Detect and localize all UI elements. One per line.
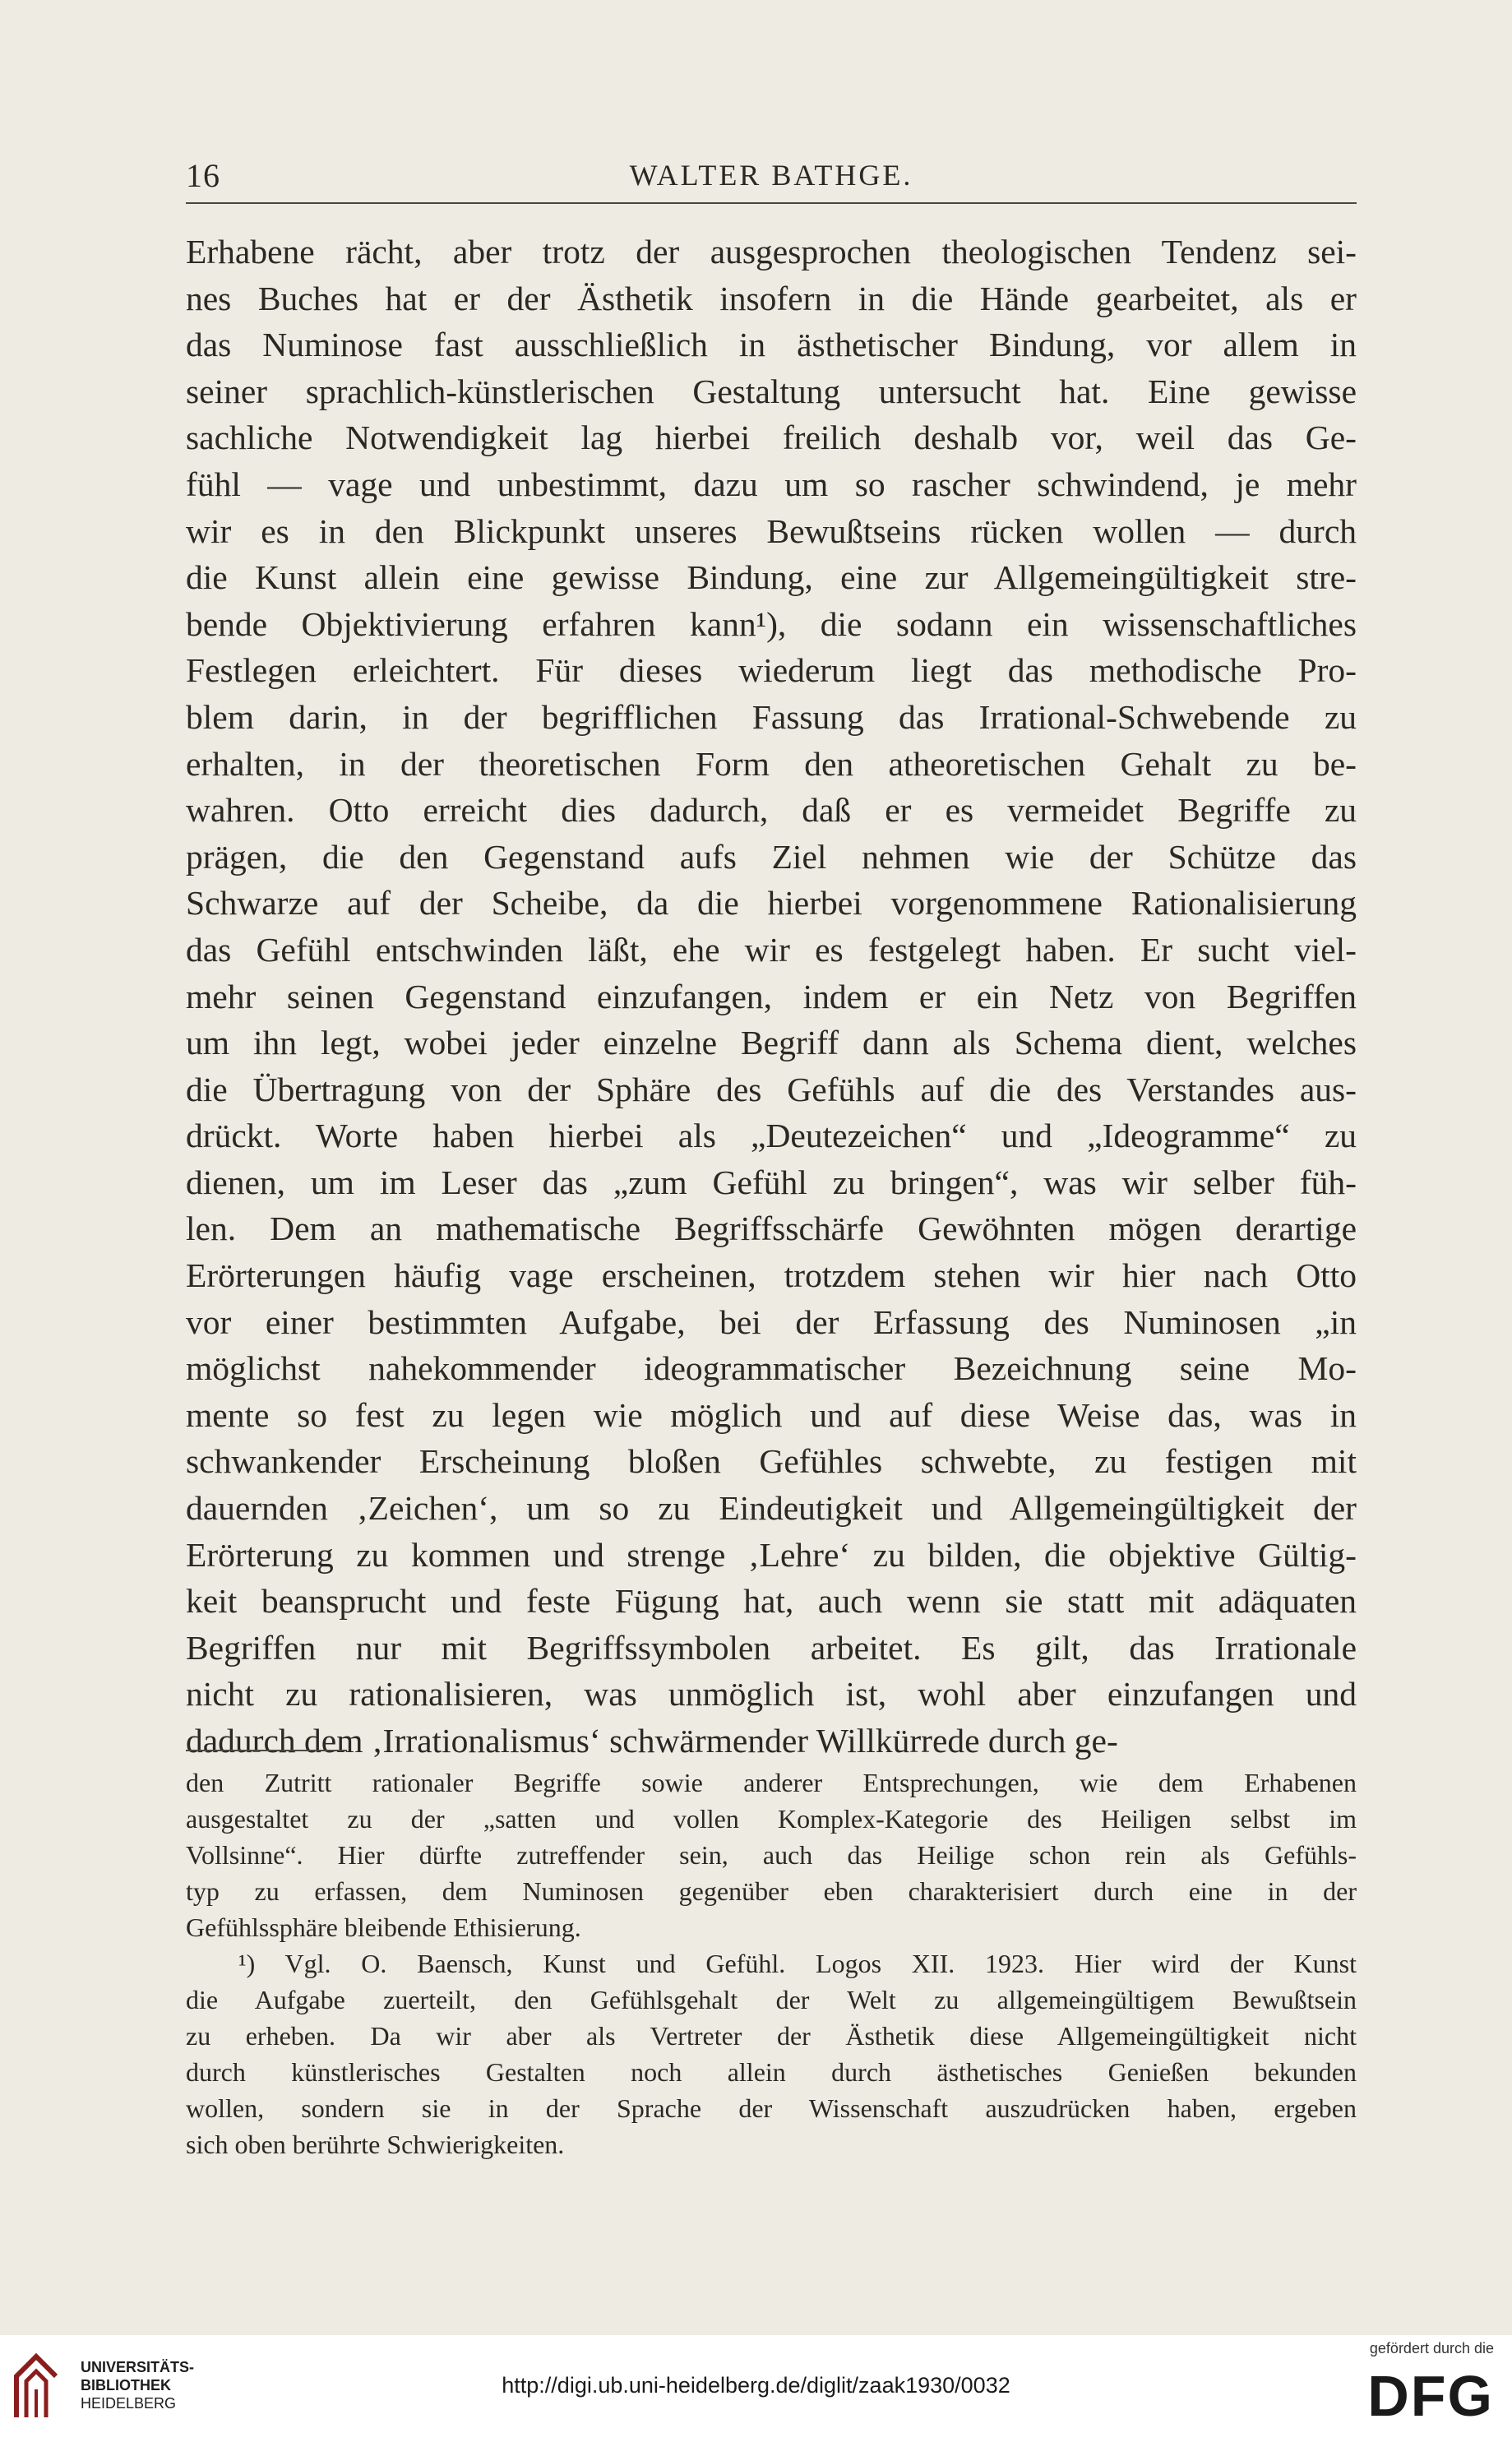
text-line: drückt. Worte haben hierbei als „Deutezeichen“ und „Ideogramme“ zu xyxy=(186,1117,1357,1155)
text-line: Schwarze auf der Scheibe, da die hierbei vorgenommene Rationalisierung xyxy=(186,884,1357,923)
text-line: seiner sprachlich-künstlerischen Gestaltung untersucht hat. Eine gewisse xyxy=(186,372,1357,410)
text-line: sachliche Notwendigkeit lag hierbei freilich deshalb vor, weil das Ge- xyxy=(186,419,1357,457)
text-line: sich oben berührte Schwierigkeiten. xyxy=(186,2130,565,2159)
text-line: ¹) Vgl. O. Baensch, Kunst und Gefühl. Logos XII. 1923. Hier wird der Kunst xyxy=(238,1949,1357,1978)
body-text xyxy=(186,229,1357,1764)
library-line-2: BIBLIOTHEK xyxy=(81,2377,171,2393)
text-line: wahren. Otto erreicht dies dadurch, daß er es vermeidet Begriffe zu xyxy=(186,791,1357,830)
text-line: die Übertragung von der Sphäre des Gefühls auf die des Verstandes aus- xyxy=(186,1070,1357,1108)
text-line: zu erheben. Da wir aber als Vertreter der Ästhetik diese Allgemeingültigkeit nicht xyxy=(186,2021,1357,2051)
text-line: wollen, sondern sie in der Sprache der Wissenschaft auszudrücken haben, ergeben xyxy=(186,2093,1357,2123)
text-line: fühl — vage und unbestimmt, dazu um so rascher schwindend, je mehr xyxy=(186,465,1357,503)
footnote-1 xyxy=(186,1945,1357,2162)
text-line: den Zutritt rationaler Begriffe sowie anderer Entsprechungen, wie dem Erhabenen xyxy=(186,1768,1357,1797)
page-header xyxy=(186,153,1357,204)
library-line-1: UNIVERSITÄTS- xyxy=(81,2359,195,2375)
text-line: erhalten, in der theoretischen Form den atheoretischen Gehalt zu be- xyxy=(186,744,1357,783)
text-line: Erhabene rächt, aber trotz der ausgesprochen theologischen Tendenz sei- xyxy=(186,233,1357,271)
text-line: len. Dem an mathematische Begriffsschärfe Gewöhnten mögen derartige xyxy=(186,1209,1357,1248)
footnote-divider xyxy=(186,1750,347,1751)
text-line: vor einer bestimmten Aufgabe, bei der Erfassung des Numinosen „in xyxy=(186,1302,1357,1341)
text-line: nes Buches hat er der Ästhetik insofern in die Hände gearbeitet, als er xyxy=(186,279,1357,317)
text-line: durch künstlerisches Gestalten noch allein durch ästhetisches Genießen bekunden xyxy=(186,2057,1357,2087)
text-line: um ihn legt, wobei jeder einzelne Begriff dann als Schema dient, welches xyxy=(186,1024,1357,1062)
text-line: nicht zu rationalisieren, was unmöglich ist, wohl aber einzufangen und xyxy=(186,1675,1357,1714)
text-line: prägen, die den Gegenstand aufs Ziel nehmen wie der Schütze das xyxy=(186,837,1357,876)
footnotes xyxy=(186,1764,1357,2162)
page-number: 16 xyxy=(186,157,220,194)
text-line: Erörterungen häufig vage erscheinen, trotzdem stehen wir hier nach Otto xyxy=(186,1256,1357,1295)
permalink-url[interactable]: http://digi.ub.uni-heidelberg.de/diglit/zaak1930/0032 xyxy=(502,2373,1010,2398)
text-line: blem darin, in der begrifflichen Fassung das Irrational-Schwebende zu xyxy=(186,697,1357,736)
text-line: mehr seinen Gegenstand einzufangen, indem er ein Netz von Begriffen xyxy=(186,977,1357,1015)
dfg-logo: DFG xyxy=(1367,2364,1494,2428)
text-line: dienen, um im Leser das „zum Gefühl zu bringen“, was wir selber füh- xyxy=(186,1163,1357,1201)
text-line: Begriffen nur mit Begriffssymbolen arbeitet. Es gilt, das Irrationale xyxy=(186,1628,1357,1667)
text-line: die Aufgabe zuerteilt, den Gefühlsgehalt der Welt zu allgemeingültigem Bewußtsein xyxy=(186,1985,1357,2014)
text-line: schwankender Erscheinung bloßen Gefühles schwebte, zu festigen mit xyxy=(186,1442,1357,1481)
running-head: WALTER BATHGE. xyxy=(629,159,913,192)
text-line: die Kunst allein eine gewisse Bindung, eine zur Allgemeingültigkeit stre- xyxy=(186,558,1357,597)
text-line: Gefühlssphäre bleibende Ethisierung. xyxy=(186,1912,581,1942)
text-line: möglichst nahekommender ideogrammatischer Bezeichnung seine Mo- xyxy=(186,1349,1357,1388)
text-line: Festlegen erleichtert. Für dieses wiederum liegt das methodische Pro- xyxy=(186,651,1357,690)
text-line: Vollsinne“. Hier dürfte zutreffender sein, auch das Heilige schon rein als Gefühls- xyxy=(186,1840,1357,1870)
text-line: Erörterung zu kommen und strenge ‚Lehre‘ zu bilden, die objektive Gültig- xyxy=(186,1535,1357,1574)
text-line: wir es in den Blickpunkt unseres Bewußtseins rücken wollen — durch xyxy=(186,511,1357,550)
text-line: bende Objektivierung erfahren kann¹), die sodann ein wissenschaftliches xyxy=(186,604,1357,643)
text-line: das Numinose fast ausschließlich in ästhetischer Bindung, vor allem in xyxy=(186,326,1357,364)
text-line: keit beansprucht und feste Fügung hat, auch wenn sie statt mit adäquaten xyxy=(186,1582,1357,1621)
footnote-continued xyxy=(186,1764,1357,1945)
text-line: dauernden ‚Zeichen‘, um so zu Eindeutigkeit und Allgemeingültigkeit der xyxy=(186,1489,1357,1528)
library-line-3: HEIDELBERG xyxy=(81,2395,177,2412)
text-line: dadurch dem ‚Irrationalismus‘ schwärmender Willkürrede durch ge- xyxy=(186,1722,1118,1760)
text-line: typ zu erfassen, dem Numinosen gegenüber eben charakterisiert durch eine in der xyxy=(186,1876,1357,1906)
text-line: das Gefühl entschwinden läßt, ehe wir es festgelegt haben. Er sucht viel- xyxy=(186,930,1357,969)
text-line: mente so fest zu legen wie möglich und auf diese Weise das, was in xyxy=(186,1395,1357,1434)
funding-note: gefördert durch die xyxy=(1369,2340,1494,2356)
text-line: ausgestaltet zu der „satten und vollen Komplex-Kategorie des Heiligen selbst im xyxy=(186,1804,1357,1834)
